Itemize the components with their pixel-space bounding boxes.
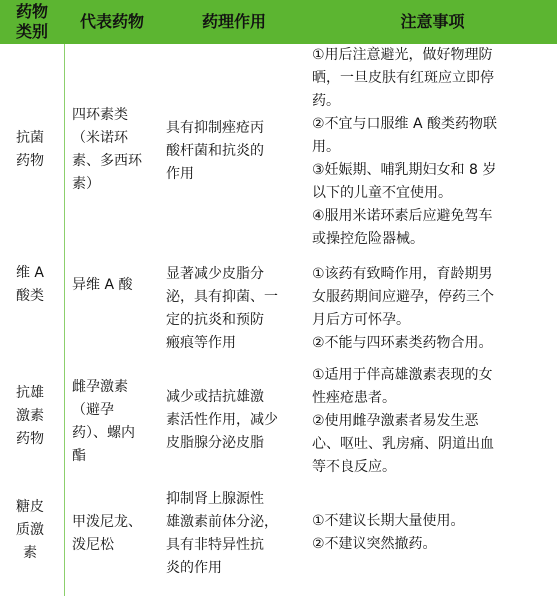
row-2-action: 显著减少皮脂分 泌，具有抑菌、一 定的抗炎和预防 瘢痕等作用 — [166, 266, 278, 351]
row-4-notes: ①不建议长期大量使用。 ②不建议突然撤药。 — [312, 513, 465, 552]
row-1-drug: 四环素类 （米诺环 素、多西环 素） — [72, 107, 142, 192]
header-notes: 注意事项 — [400, 12, 465, 31]
row-1-category: 抗菌 药物 — [16, 130, 44, 169]
row-2-category: 维 A 酸类 — [15, 265, 45, 304]
row-4-category: 糖皮 质激 素 — [16, 499, 44, 561]
column-divider — [64, 44, 65, 596]
row-1-action: 具有抑制痤疮丙 酸杆菌和抗炎的 作用 — [166, 120, 264, 182]
row-3-notes: ①适用于伴高雄激素表现的女 性痤疮患者。 ②使用雌孕激素者易发生恶 心、呕吐、乳房痛、阴道出血 等不良反应。 — [312, 367, 494, 475]
row-3-action: 减少或拮抗雄激 素活性作用，减少 皮脂腺分泌皮脂 — [166, 389, 278, 451]
header-category: 药物 类别 — [15, 2, 48, 41]
row-4-drug: 甲泼尼龙、 泼尼松 — [72, 514, 142, 553]
row-2-drug: 异维 A 酸 — [72, 277, 133, 293]
header-drug: 代表药物 — [79, 12, 144, 31]
row-3-drug: 雌孕激素 （避孕 药）、螺内 酯 — [72, 379, 135, 464]
row-3-category: 抗雄 激素 药物 — [16, 385, 44, 447]
row-1-notes: ①用后注意避光，做好物理防 晒，一旦皮肤有红斑应立即停 药。 ②不宜与口服维 A 酸类药物联 用。 ③妊娠期、哺乳期妇女和 8 岁 以下的儿童不宜使用。 ④服用米诺环素后应避免驾车 或操控危险器械。 — [312, 47, 498, 247]
row-4-action: 抑制肾上腺源性 雄激素前体分泌， 具有非特异性抗 炎的作用 — [166, 491, 278, 576]
row-2-notes: ①该药有致畸作用，育龄期男 女服药期间应避孕，停药三个 月后方可怀孕。 ②不能与四环素类药物合用。 — [312, 266, 494, 351]
header-action: 药理作用 — [201, 12, 266, 31]
table-header — [0, 0, 557, 44]
